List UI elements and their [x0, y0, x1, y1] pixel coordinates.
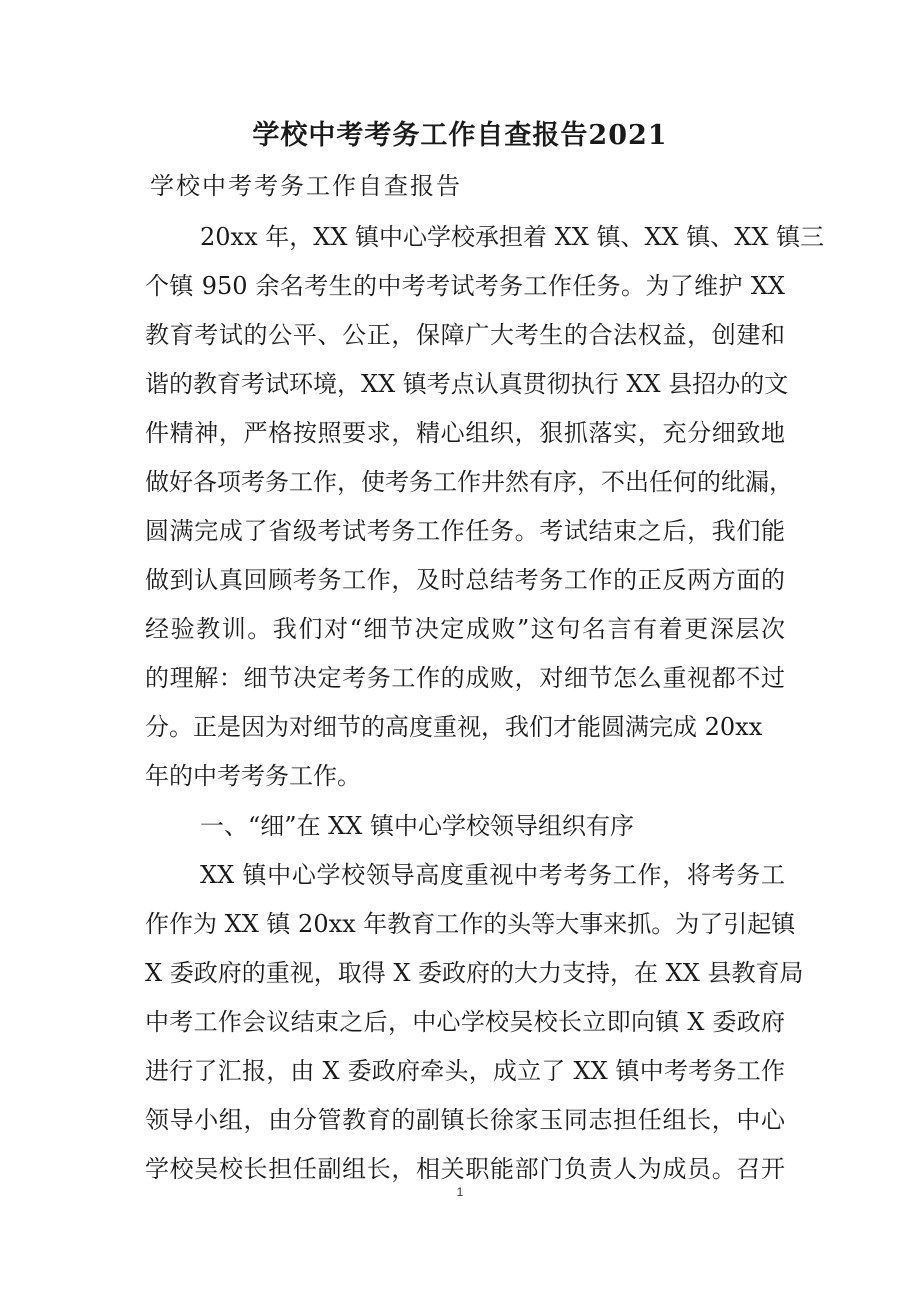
paragraph-line: 教育考试的公平、公正，保障广大考生的合法权益，创建和	[145, 321, 785, 349]
document-title: 学校中考考务工作自查报告2021	[252, 120, 668, 151]
paragraph-line: 学校吴校长担任副组长，相关职能部门负责人为成员。召开	[145, 1155, 785, 1183]
paragraph-line: 经验教训。我们对“细节决定成败”这句名言有着更深层次	[145, 615, 785, 643]
paragraph-line: 件精神，严格按照要求，精心组织，狠抓落实，充分细致地	[145, 419, 785, 447]
paragraph-line: 作作为 XX 镇 20xx 年教育工作的头等大事来抓。为了引起镇	[145, 910, 796, 938]
paragraph-line: 个镇 950 余名考生的中考考试考务工作任务。为了维护 XX	[145, 272, 785, 300]
paragraph-line: 谐的教育考试环境，XX 镇考点认真贯彻执行 XX 县招办的文	[145, 370, 789, 398]
paragraph-line: 分。正是因为对细节的高度重视，我们才能圆满完成 20xx	[145, 713, 763, 741]
paragraph-line: X 委政府的重视，取得 X 委政府的大力支持，在 XX 县教育局	[145, 959, 804, 987]
paragraph-line: XX 镇中心学校领导高度重视中考考务工作，将考务工	[200, 861, 785, 889]
paragraph-line: 做到认真回顾考务工作，及时总结考务工作的正反两方面的	[145, 566, 785, 594]
document-subtitle: 学校中考考务工作自查报告	[150, 172, 462, 200]
section-heading: 一、“细”在 XX 镇中心学校领导组织有序	[200, 812, 634, 840]
paragraph-line: 20xx 年，XX 镇中心学校承担着 XX 镇、XX 镇、XX 镇三	[200, 223, 825, 251]
paragraph-line: 的理解：细节决定考务工作的成败，对细节怎么重视都不过	[145, 664, 785, 692]
paragraph-line: 领导小组，由分管教育的副镇长徐家玉同志担任组长，中心	[145, 1106, 785, 1134]
page-number: 1	[456, 1185, 464, 1199]
paragraph-line: 圆满完成了省级考试考务工作任务。考试结束之后，我们能	[145, 517, 785, 545]
paragraph-line: 做好各项考务工作，使考务工作井然有序，不出任何的纰漏，	[145, 468, 793, 496]
paragraph-line: 中考工作会议结束之后，中心学校吴校长立即向镇 X 委政府	[145, 1008, 785, 1036]
paragraph-line: 进行了汇报，由 X 委政府牵头，成立了 XX 镇中考考务工作	[145, 1057, 785, 1085]
paragraph-line: 年的中考考务工作。	[145, 762, 361, 790]
